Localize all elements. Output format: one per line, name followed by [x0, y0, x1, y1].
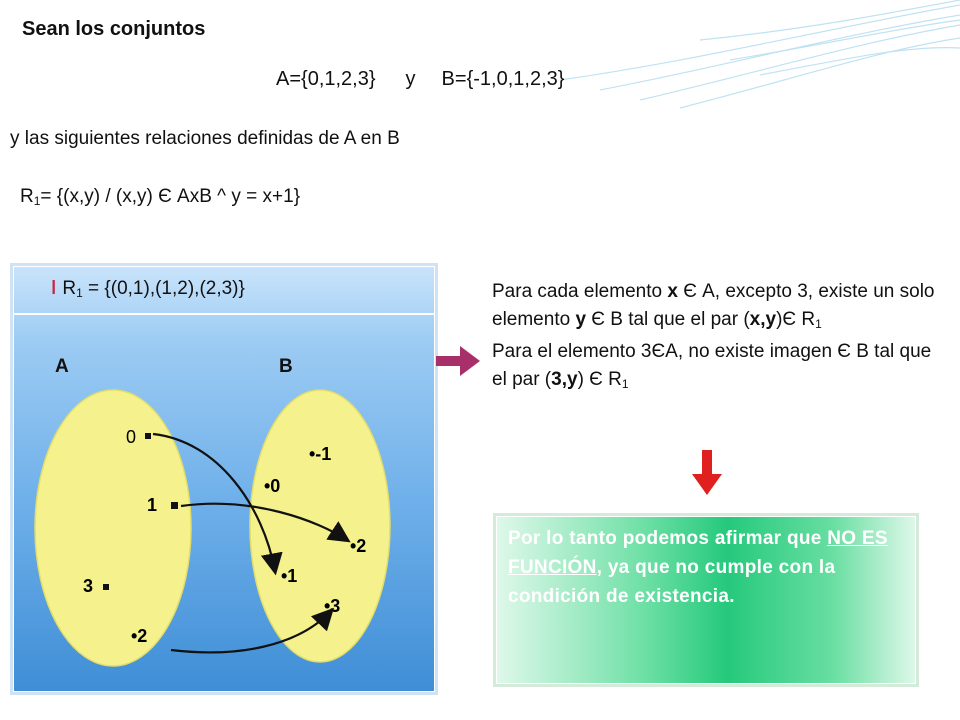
venn-diagram	[13, 266, 435, 692]
set-a-definition: A={0,1,2,3}	[276, 68, 376, 90]
exp1-y: y	[575, 309, 587, 330]
exp2-sub: 1	[621, 377, 629, 391]
panel-heading-pairs: = {(0,1),(1,2),(2,3)}	[82, 278, 245, 299]
b-element-neg1: •-1	[309, 444, 332, 464]
b-element-3: •3	[324, 596, 341, 616]
a-element-1: 1	[147, 495, 158, 515]
bullet-icon: ǀ	[51, 278, 57, 299]
exp1-xy: x,y	[749, 309, 777, 330]
right-arrow-icon	[436, 344, 482, 378]
explanation-line-2	[492, 338, 942, 398]
a-element-0: 0	[126, 427, 137, 447]
exp1-x: x	[667, 281, 678, 302]
sets-separator: y	[405, 68, 416, 90]
set-b-label: B	[279, 356, 293, 377]
exp1-sub: 1	[815, 317, 822, 331]
set-a-ellipse	[35, 390, 191, 666]
conclusion-pre: Por lo tanto podemos afirmar que	[508, 528, 828, 549]
a-element-1-dot	[171, 502, 178, 509]
exp2-post: ) Є R	[577, 369, 622, 390]
exp1-pre: Para cada elemento	[492, 281, 668, 302]
conclusion-box	[496, 516, 916, 684]
conclusion-emphasis: NO ES FUNCIÓN	[508, 528, 888, 578]
exp1-mid2: Є B tal que el par (	[586, 309, 750, 330]
b-element-0: •0	[264, 476, 281, 496]
conclusion-post: , ya que no cumple con la condición de existencia.	[508, 557, 836, 607]
a-element-3: 3	[83, 576, 94, 596]
relation-subscript: 1	[33, 194, 41, 208]
relation-rule: = {(x,y) / (x,y) Є AxB ^ y = x+1}	[40, 186, 301, 207]
a-element-3-dot	[103, 584, 109, 590]
b-element-1: •1	[281, 566, 298, 586]
exp2-3y: 3,y	[551, 369, 578, 390]
relation-name: R	[20, 186, 34, 207]
exp1-mid: Є A, excepto 3, existe un solo elemento	[492, 281, 935, 330]
intro-text: y las siguientes relaciones definidas de A en B	[10, 128, 400, 149]
explanation-text	[492, 278, 942, 398]
panel-heading-subscript: 1	[76, 286, 83, 300]
down-arrow-icon	[690, 450, 724, 496]
b-element-2: •2	[350, 536, 367, 556]
a-element-0-dot	[145, 433, 151, 439]
explanation-line-1	[492, 278, 942, 338]
conclusion-text	[508, 524, 908, 611]
a-element-2: •2	[131, 626, 148, 646]
exp2-pre: Para el elemento 3ЄA, no existe imagen Є B tal que el par (	[492, 341, 932, 390]
set-b-definition: B={-1,0,1,2,3}	[441, 68, 565, 90]
relation-diagram-panel	[13, 266, 435, 692]
exp1-post: )Є R	[776, 309, 816, 330]
relation-definition	[20, 186, 300, 208]
panel-heading-name: R	[62, 278, 77, 299]
sets-definition	[276, 68, 564, 91]
page-title: Sean los conjuntos	[22, 18, 206, 40]
set-a-label: A	[55, 356, 69, 377]
